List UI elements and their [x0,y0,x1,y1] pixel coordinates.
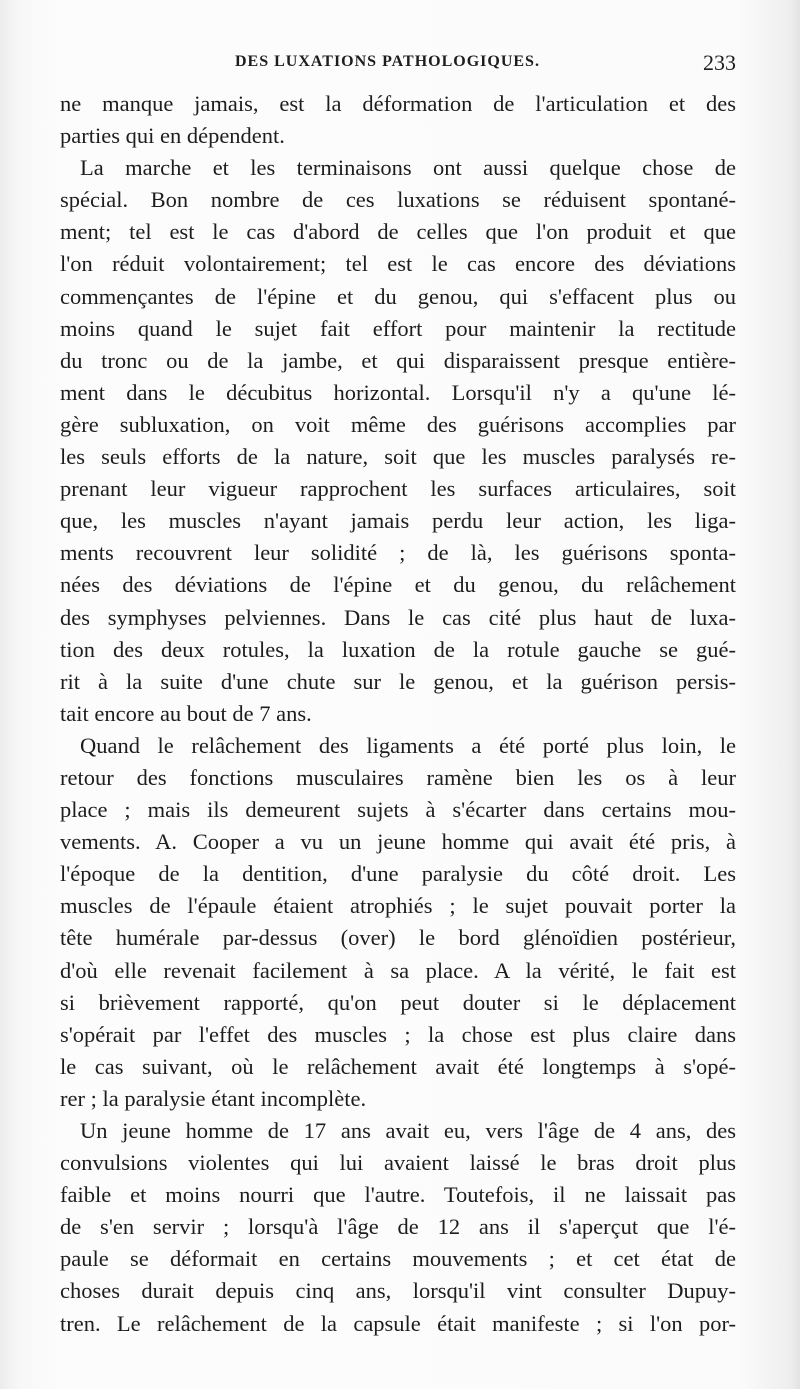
running-head [60,50,736,80]
text-line: tion des deux rotules, la luxation de la rotule gauche se gué- [60,636,736,662]
text-line: La marche et les terminaisons ont aussi quelque chose de [80,155,736,181]
text-line: du tronc ou de la jambe, et qui disparaissent presque entière- [60,347,736,373]
text-line: le cas suivant, où le relâchement avait été longtemps à s'opé- [60,1053,736,1079]
text-line: moins quand le sujet fait effort pour maintenir la rectitude [60,315,736,341]
text-line: faible et moins nourri que l'autre. Toutefois, il ne laissait pas [60,1182,736,1208]
text-line: ment; tel est le cas d'abord de celles que l'on produit et que [60,219,736,245]
text-line: parties qui en dépendent. [60,123,285,149]
text-line: que, les muscles n'ayant jamais perdu leur action, les liga- [60,508,736,534]
text-line: ment dans le décubitus horizontal. Lorsqu'il n'y a qu'une lé- [60,379,736,405]
text-line: ments recouvrent leur solidité ; de là, les guérisons sponta- [60,540,736,566]
text-line: rit à la suite d'une chute sur le genou, et la guérison persis- [60,668,736,694]
body-text [60,88,736,1340]
text-line: paule se déformait en certains mouvements ; et cet état de [60,1246,736,1272]
text-line: Quand le relâchement des ligaments a été porté plus loin, le [80,732,736,758]
text-line: place ; mais ils demeurent sujets à s'écarter dans certains mou- [60,797,736,823]
text-line: l'on réduit volontairement; tel est le cas encore des déviations [60,251,736,277]
text-line: ne manque jamais, est la déformation de l'articulation et des [60,91,736,116]
text-line: l'époque de la dentition, d'une paralysie du côté droit. Les [60,861,736,887]
text-line: commençantes de l'épine et du genou, qui s'effacent plus ou [60,283,736,309]
text-line: Un jeune homme de 17 ans avait eu, vers l'âge de 4 ans, des [80,1118,736,1143]
text-line: tête humérale par-dessus (over) le bord glénoïdien postérieur, [60,925,736,951]
text-line: vements. A. Cooper a vu un jeune homme qui avait été pris, à [60,829,736,855]
text-line: convulsions violentes qui lui avaient laissé le bras droit plus [60,1150,736,1176]
text-line: des symphyses pelviennes. Dans le cas cité plus haut de luxa- [60,604,736,630]
text-line: spécial. Bon nombre de ces luxations se réduisent spontané- [60,187,736,213]
text-line: rer ; la paralysie étant incomplète. [60,1085,367,1111]
text-line: les seuls efforts de la nature, soit que les muscles paralysés re- [60,444,736,470]
text-line: gère subluxation, on voit même des guérisons accomplies par [60,411,736,437]
text-line: si brièvement rapporté, qu'on peut douter si le déplacement [60,989,736,1015]
text-line: nées des déviations de l'épine et du genou, du relâchement [60,572,736,598]
text-line: tait encore au bout de 7 ans. [60,700,312,726]
page-number: 233 [703,50,736,75]
text-line: prenant leur vigueur rapprochent les surfaces articulaires, soit [60,476,736,502]
text-line: d'où elle revenait facilement à sa place. A la vérité, le fait est [60,957,736,983]
text-line: de s'en servir ; lorsqu'à l'âge de 12 ans il s'aperçut que l'é- [60,1214,736,1240]
running-title: DES LUXATIONS PATHOLOGIQUES. [235,53,540,70]
text-line: choses durait depuis cinq ans, lorsqu'il vint consulter Dupuy- [60,1278,736,1304]
text-line: retour des fonctions musculaires ramène bien les os à leur [60,764,736,790]
text-line: tren. Le relâchement de la capsule était manifeste ; si l'on por- [60,1310,736,1336]
text-line: muscles de l'épaule étaient atrophiés ; le sujet pouvait porter la [60,893,736,919]
text-line: s'opérait par l'effet des muscles ; la chose est plus claire dans [60,1021,736,1047]
